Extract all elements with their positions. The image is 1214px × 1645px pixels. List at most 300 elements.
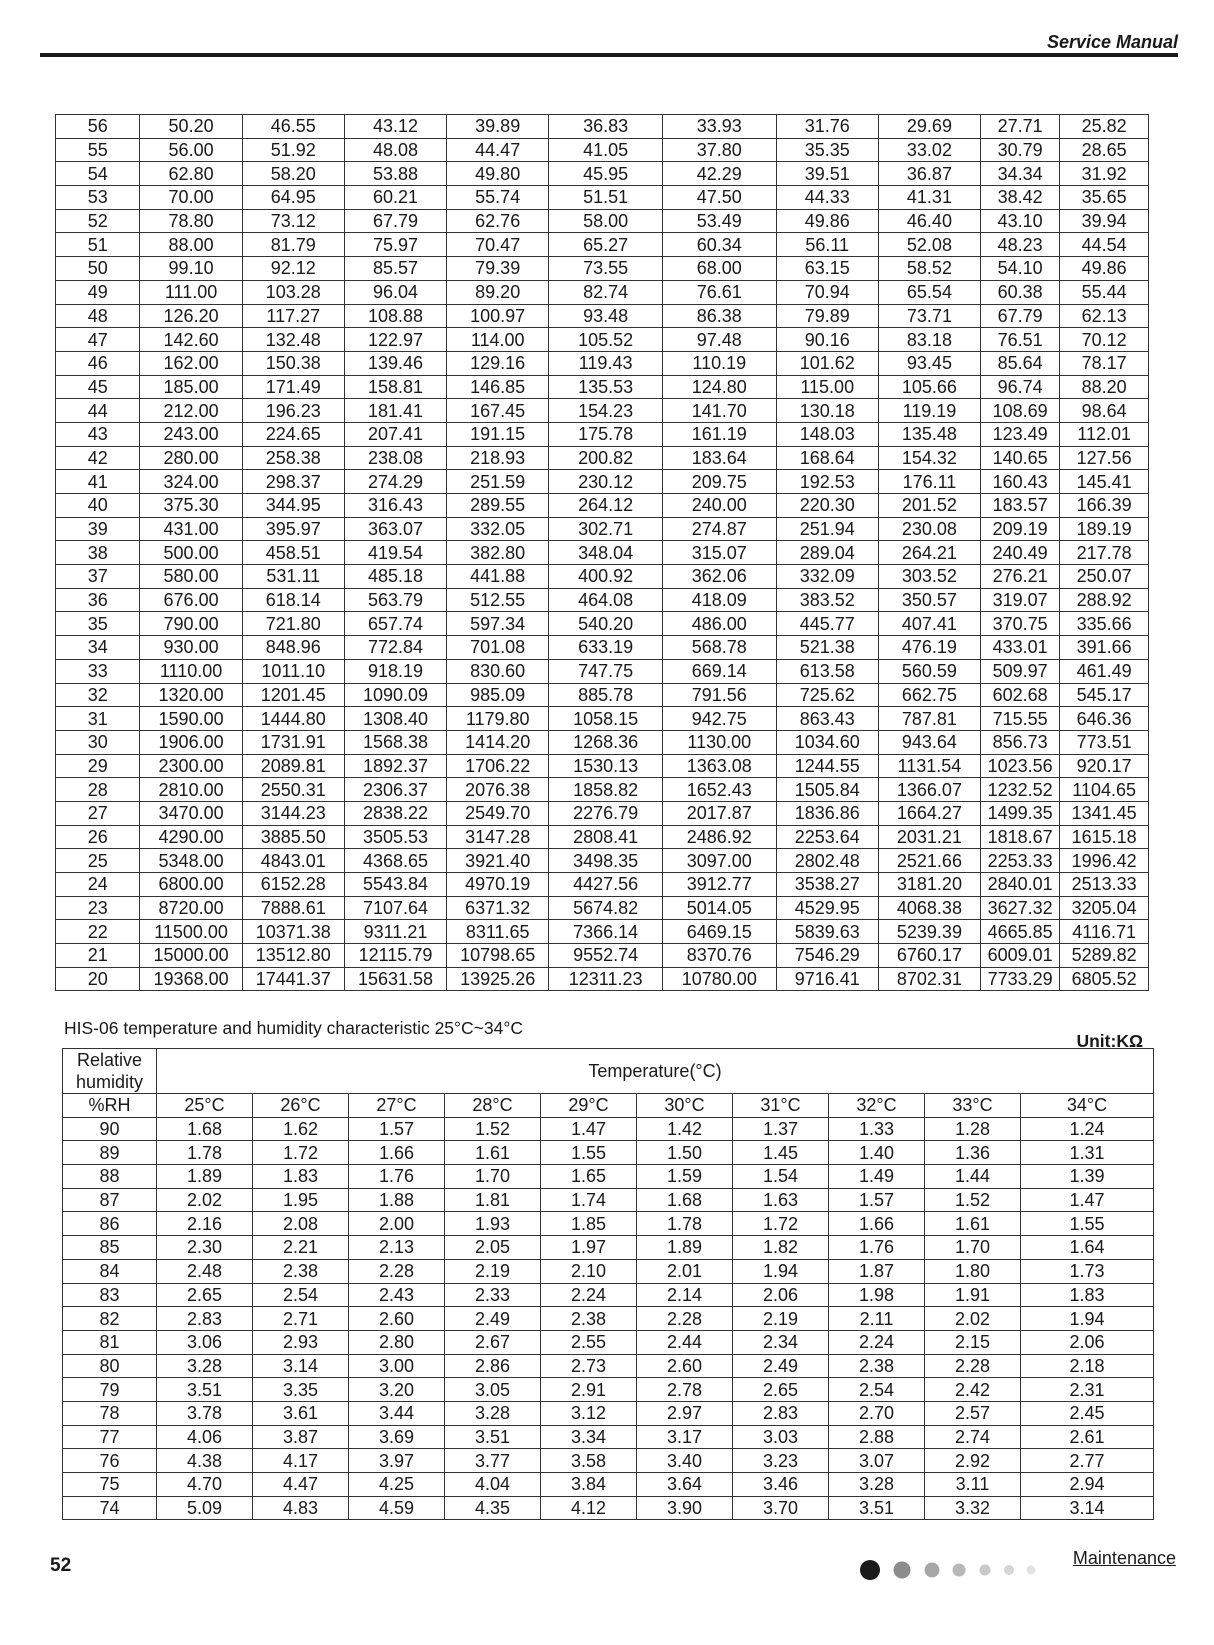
table-cell: 4.17: [253, 1449, 349, 1473]
row-label-cell: 76: [63, 1449, 157, 1473]
table-cell: 1615.18: [1060, 825, 1149, 849]
table-cell: 2513.33: [1060, 873, 1149, 897]
table-cell: 1.31: [1021, 1141, 1154, 1165]
table-cell: 230.12: [549, 470, 663, 494]
table-cell: 42.29: [662, 162, 776, 186]
table-cell: 1530.13: [549, 754, 663, 778]
row-label-cell: 23: [56, 896, 140, 920]
table-cell: 101.62: [776, 351, 878, 375]
table-cell: 1.89: [637, 1236, 733, 1260]
table-cell: 721.80: [242, 612, 344, 636]
row-label-cell: 47: [56, 328, 140, 352]
row-label-cell: 53: [56, 186, 140, 210]
table-cell: 580.00: [140, 565, 242, 589]
table-cell: 39.94: [1060, 209, 1149, 233]
table-cell: 47.50: [662, 186, 776, 210]
table-cell: 10780.00: [662, 967, 776, 991]
row-label-cell: 29: [56, 754, 140, 778]
table-cell: 9552.74: [549, 944, 663, 968]
table-cell: 129.16: [447, 351, 549, 375]
table-cell: 167.45: [447, 399, 549, 423]
table-cell: 2.55: [541, 1330, 637, 1354]
table-cell: 1.80: [925, 1259, 1021, 1283]
table-cell: 1.66: [349, 1141, 445, 1165]
table-cell: 1308.40: [344, 707, 446, 731]
table-cell: 4970.19: [447, 873, 549, 897]
table-row: [56, 896, 1149, 920]
rh-label-line1: Relative: [76, 1050, 143, 1070]
table-cell: 773.51: [1060, 730, 1149, 754]
table-cell: 46.40: [878, 209, 980, 233]
table-cell: 7366.14: [549, 920, 663, 944]
row-label-cell: 77: [63, 1425, 157, 1449]
table-row: [63, 1188, 1154, 1212]
table-cell: 39.51: [776, 162, 878, 186]
table-cell: 4.70: [157, 1473, 253, 1497]
table-cell: 1.50: [637, 1141, 733, 1165]
table-cell: 563.79: [344, 588, 446, 612]
table-cell: 29.69: [878, 115, 980, 139]
table-cell: 218.93: [447, 446, 549, 470]
table-cell: 3.17: [637, 1425, 733, 1449]
table-cell: 1.72: [733, 1212, 829, 1236]
column-header-row: [63, 1094, 1154, 1118]
table-row: [56, 494, 1149, 518]
table-cell: 27.71: [981, 115, 1060, 139]
table-cell: 2.28: [925, 1354, 1021, 1378]
table-cell: 4.06: [157, 1425, 253, 1449]
table-cell: 55.74: [447, 186, 549, 210]
table-cell: 1.57: [349, 1117, 445, 1141]
row-label-cell: 43: [56, 422, 140, 446]
row-label-cell: 48: [56, 304, 140, 328]
table-cell: 220.30: [776, 494, 878, 518]
table-cell: 8311.65: [447, 920, 549, 944]
column-header: 34°C: [1021, 1094, 1154, 1118]
table-cell: 73.55: [549, 257, 663, 281]
table-cell: 856.73: [981, 730, 1060, 754]
table-cell: 2.43: [349, 1283, 445, 1307]
table-cell: 2840.01: [981, 873, 1060, 897]
table-cell: 4.12: [541, 1496, 637, 1520]
table-cell: 2.77: [1021, 1449, 1154, 1473]
table-cell: 350.57: [878, 588, 980, 612]
table-cell: 500.00: [140, 541, 242, 565]
table-row: [56, 422, 1149, 446]
table-cell: 1.91: [925, 1283, 1021, 1307]
table-cell: 274.87: [662, 517, 776, 541]
table-cell: 162.00: [140, 351, 242, 375]
table-cell: 200.82: [549, 446, 663, 470]
progress-dots: [858, 1558, 1068, 1582]
row-label-cell: 52: [56, 209, 140, 233]
table-cell: 2.08: [253, 1212, 349, 1236]
table-cell: 1892.37: [344, 754, 446, 778]
table-cell: 148.03: [776, 422, 878, 446]
table-cell: 1363.08: [662, 754, 776, 778]
table-cell: 3.61: [253, 1401, 349, 1425]
table-cell: 119.19: [878, 399, 980, 423]
table-cell: 1179.80: [447, 707, 549, 731]
table-cell: 521.38: [776, 636, 878, 660]
table-cell: 1664.27: [878, 801, 980, 825]
row-label-cell: 44: [56, 399, 140, 423]
table-cell: 79.39: [447, 257, 549, 281]
table-cell: 1.39: [1021, 1165, 1154, 1189]
table-cell: 33.02: [878, 138, 980, 162]
table-row: [56, 707, 1149, 731]
table-cell: 4665.85: [981, 920, 1060, 944]
table-row: [56, 659, 1149, 683]
table-row: [63, 1259, 1154, 1283]
table-cell: 88.20: [1060, 375, 1149, 399]
table-cell: 3147.28: [447, 825, 549, 849]
table-cell: 3.70: [733, 1496, 829, 1520]
resistance-table-continued: [55, 114, 1149, 991]
table-cell: 2.30: [157, 1236, 253, 1260]
table-cell: 676.00: [140, 588, 242, 612]
table-cell: 2.97: [637, 1401, 733, 1425]
row-label-cell: 75: [63, 1473, 157, 1497]
table-row: [63, 1330, 1154, 1354]
table-cell: 7733.29: [981, 967, 1060, 991]
table-cell: 3.12: [541, 1401, 637, 1425]
column-header: 27°C: [349, 1094, 445, 1118]
table-cell: 92.12: [242, 257, 344, 281]
table-cell: 3.28: [157, 1354, 253, 1378]
column-header: 30°C: [637, 1094, 733, 1118]
row-label-cell: 88: [63, 1165, 157, 1189]
header-row: [63, 1049, 1154, 1094]
table-cell: 93.45: [878, 351, 980, 375]
table-cell: 51.92: [242, 138, 344, 162]
table-cell: 2486.92: [662, 825, 776, 849]
table-cell: 1.94: [1021, 1307, 1154, 1331]
humidity-characteristic-table: [62, 1048, 1154, 1520]
row-label-cell: 54: [56, 162, 140, 186]
table-cell: 274.29: [344, 470, 446, 494]
table-cell: 3.84: [541, 1473, 637, 1497]
table-cell: 2.60: [349, 1307, 445, 1331]
table-cell: 3.28: [829, 1473, 925, 1497]
table-cell: 3.58: [541, 1449, 637, 1473]
table-row: [56, 801, 1149, 825]
table-cell: 4.38: [157, 1449, 253, 1473]
table-caption: HIS-06 temperature and humidity characteristic 25°C~34°C: [64, 1018, 523, 1038]
table-cell: 10798.65: [447, 944, 549, 968]
table-cell: 44.47: [447, 138, 549, 162]
table-cell: 3.69: [349, 1425, 445, 1449]
table-cell: 1.73: [1021, 1259, 1154, 1283]
table-cell: 126.20: [140, 304, 242, 328]
table-cell: 166.39: [1060, 494, 1149, 518]
column-header: 29°C: [541, 1094, 637, 1118]
row-label-cell: 82: [63, 1307, 157, 1331]
table-cell: 70.47: [447, 233, 549, 257]
table-cell: 1.64: [1021, 1236, 1154, 1260]
table-cell: 3.77: [445, 1449, 541, 1473]
table-cell: 848.96: [242, 636, 344, 660]
table-cell: 31.92: [1060, 162, 1149, 186]
row-label-cell: 35: [56, 612, 140, 636]
table-cell: 1104.65: [1060, 778, 1149, 802]
table-cell: 88.00: [140, 233, 242, 257]
table-cell: 89.20: [447, 280, 549, 304]
progress-dot: [1027, 1566, 1036, 1575]
table-cell: 3.00: [349, 1354, 445, 1378]
table-cell: 1818.67: [981, 825, 1060, 849]
table-cell: 79.89: [776, 304, 878, 328]
table-cell: 2.18: [1021, 1354, 1154, 1378]
table-cell: 224.65: [242, 422, 344, 446]
table-cell: 3627.32: [981, 896, 1060, 920]
table-cell: 3.51: [829, 1496, 925, 1520]
table-cell: 633.19: [549, 636, 663, 660]
table-cell: 3.51: [445, 1425, 541, 1449]
table-cell: 63.15: [776, 257, 878, 281]
table-cell: 2276.79: [549, 801, 663, 825]
table-cell: 4290.00: [140, 825, 242, 849]
table-row: [63, 1378, 1154, 1402]
table-cell: 2.73: [541, 1354, 637, 1378]
table-cell: 93.48: [549, 304, 663, 328]
table-cell: 103.28: [242, 280, 344, 304]
table-cell: 2.19: [445, 1259, 541, 1283]
table-cell: 464.08: [549, 588, 663, 612]
table-row: [56, 470, 1149, 494]
table-cell: 43.12: [344, 115, 446, 139]
table-cell: 142.60: [140, 328, 242, 352]
table-cell: 1.44: [925, 1165, 1021, 1189]
table-cell: 335.66: [1060, 612, 1149, 636]
table-cell: 1.52: [445, 1117, 541, 1141]
table-cell: 38.42: [981, 186, 1060, 210]
column-header: 32°C: [829, 1094, 925, 1118]
table-cell: 6152.28: [242, 873, 344, 897]
table-cell: 942.75: [662, 707, 776, 731]
table-cell: 154.32: [878, 446, 980, 470]
row-label-cell: 36: [56, 588, 140, 612]
table-cell: 11500.00: [140, 920, 242, 944]
row-label-cell: 41: [56, 470, 140, 494]
table-cell: 3.46: [733, 1473, 829, 1497]
header-rule: [40, 53, 1178, 57]
table-cell: 230.08: [878, 517, 980, 541]
table-cell: 1.54: [733, 1165, 829, 1189]
row-label-cell: 80: [63, 1354, 157, 1378]
table-cell: 123.49: [981, 422, 1060, 446]
table-cell: 1414.20: [447, 730, 549, 754]
table-row: [56, 517, 1149, 541]
row-label-cell: 74: [63, 1496, 157, 1520]
table-cell: 458.51: [242, 541, 344, 565]
table-cell: 49.86: [776, 209, 878, 233]
table-cell: 6009.01: [981, 944, 1060, 968]
table-cell: 1.55: [1021, 1212, 1154, 1236]
table-cell: 3.14: [1021, 1496, 1154, 1520]
table-cell: 509.97: [981, 659, 1060, 683]
table-row: [56, 257, 1149, 281]
progress-dot: [953, 1564, 966, 1577]
table-cell: 1.83: [1021, 1283, 1154, 1307]
table-cell: 276.21: [981, 565, 1060, 589]
table-row: [56, 636, 1149, 660]
unit-label: Unit:KΩ: [1076, 1031, 1143, 1051]
table-cell: 250.07: [1060, 565, 1149, 589]
table-cell: 83.18: [878, 328, 980, 352]
row-label-cell: 84: [63, 1259, 157, 1283]
table-cell: 2.10: [541, 1259, 637, 1283]
table-cell: 1.42: [637, 1117, 733, 1141]
table-cell: 383.52: [776, 588, 878, 612]
table-cell: 302.71: [549, 517, 663, 541]
table-cell: 44.54: [1060, 233, 1149, 257]
table-cell: 1.78: [157, 1141, 253, 1165]
progress-dot: [1004, 1565, 1014, 1575]
table-cell: 2.60: [637, 1354, 733, 1378]
table-cell: 1.88: [349, 1188, 445, 1212]
table-cell: 298.37: [242, 470, 344, 494]
table-cell: 3181.20: [878, 873, 980, 897]
table-cell: 58.00: [549, 209, 663, 233]
table-cell: 207.41: [344, 422, 446, 446]
table-cell: 790.00: [140, 612, 242, 636]
table-cell: 212.00: [140, 399, 242, 423]
table-cell: 96.04: [344, 280, 446, 304]
table-cell: 1444.80: [242, 707, 344, 731]
table-cell: 1.97: [541, 1236, 637, 1260]
table-cell: 2.00: [349, 1212, 445, 1236]
table-cell: 132.48: [242, 328, 344, 352]
table-cell: 96.74: [981, 375, 1060, 399]
table-cell: 196.23: [242, 399, 344, 423]
table-cell: 701.08: [447, 636, 549, 660]
table-cell: 5239.39: [878, 920, 980, 944]
table-cell: 56.11: [776, 233, 878, 257]
footer-section-link[interactable]: Maintenance: [1072, 1548, 1176, 1568]
table-cell: 191.15: [447, 422, 549, 446]
table-cell: 209.19: [981, 517, 1060, 541]
table-cell: 419.54: [344, 541, 446, 565]
table-cell: 1.76: [829, 1236, 925, 1260]
table-cell: 2.02: [925, 1307, 1021, 1331]
table-row: [56, 944, 1149, 968]
table-cell: 48.08: [344, 138, 446, 162]
table-cell: 105.52: [549, 328, 663, 352]
table-cell: 1.61: [445, 1141, 541, 1165]
table-cell: 1.65: [541, 1165, 637, 1189]
table-cell: 264.12: [549, 494, 663, 518]
table-cell: 185.00: [140, 375, 242, 399]
table-cell: 382.80: [447, 541, 549, 565]
table-cell: 1110.00: [140, 659, 242, 683]
table-cell: 324.00: [140, 470, 242, 494]
table-cell: 943.64: [878, 730, 980, 754]
table-cell: 3144.23: [242, 801, 344, 825]
table-cell: 319.07: [981, 588, 1060, 612]
table-cell: 1.94: [733, 1259, 829, 1283]
table-cell: 461.49: [1060, 659, 1149, 683]
table-row: [56, 446, 1149, 470]
table-cell: 669.14: [662, 659, 776, 683]
table-cell: 114.00: [447, 328, 549, 352]
table-cell: 192.53: [776, 470, 878, 494]
row-label-cell: 38: [56, 541, 140, 565]
table-cell: 344.95: [242, 494, 344, 518]
table-cell: 49.86: [1060, 257, 1149, 281]
table-cell: 53.88: [344, 162, 446, 186]
table-cell: 2.83: [733, 1401, 829, 1425]
column-header: 26°C: [253, 1094, 349, 1118]
table-cell: 55.44: [1060, 280, 1149, 304]
table-cell: 3.90: [637, 1496, 733, 1520]
table-cell: 1.28: [925, 1117, 1021, 1141]
table-cell: 105.66: [878, 375, 980, 399]
rh-unit-header: %RH: [63, 1094, 157, 1118]
table-cell: 1131.54: [878, 754, 980, 778]
table-cell: 772.84: [344, 636, 446, 660]
table-cell: 62.76: [447, 209, 549, 233]
table-row: [63, 1425, 1154, 1449]
table-cell: 2.78: [637, 1378, 733, 1402]
table-cell: 2.44: [637, 1330, 733, 1354]
table-cell: 332.09: [776, 565, 878, 589]
table-cell: 108.88: [344, 304, 446, 328]
table-cell: 3.14: [253, 1354, 349, 1378]
table-cell: 2521.66: [878, 849, 980, 873]
table-cell: 183.64: [662, 446, 776, 470]
table-cell: 3205.04: [1060, 896, 1149, 920]
table-cell: 12311.23: [549, 967, 663, 991]
table-cell: 13512.80: [242, 944, 344, 968]
table-cell: 1341.45: [1060, 801, 1149, 825]
table-cell: 85.57: [344, 257, 446, 281]
table-cell: 3912.77: [662, 873, 776, 897]
table-cell: 78.80: [140, 209, 242, 233]
table-cell: 280.00: [140, 446, 242, 470]
table-cell: 400.92: [549, 565, 663, 589]
table-cell: 168.64: [776, 446, 878, 470]
table-cell: 64.95: [242, 186, 344, 210]
table-cell: 1590.00: [140, 707, 242, 731]
table-cell: 124.80: [662, 375, 776, 399]
table-row: [63, 1141, 1154, 1165]
progress-dot: [925, 1563, 940, 1578]
table-cell: 99.10: [140, 257, 242, 281]
table-cell: 289.55: [447, 494, 549, 518]
table-cell: 830.60: [447, 659, 549, 683]
row-label-cell: 28: [56, 778, 140, 802]
table-cell: 97.48: [662, 328, 776, 352]
table-cell: 2.83: [157, 1307, 253, 1331]
table-cell: 1706.22: [447, 754, 549, 778]
table-cell: 251.94: [776, 517, 878, 541]
table-cell: 98.64: [1060, 399, 1149, 423]
table-cell: 545.17: [1060, 683, 1149, 707]
table-cell: 787.81: [878, 707, 980, 731]
row-label-cell: 78: [63, 1401, 157, 1425]
table-cell: 332.05: [447, 517, 549, 541]
row-label-cell: 31: [56, 707, 140, 731]
table-cell: 1023.56: [981, 754, 1060, 778]
table-cell: 476.19: [878, 636, 980, 660]
table-cell: 2.06: [1021, 1330, 1154, 1354]
table-cell: 111.00: [140, 280, 242, 304]
table-cell: 918.19: [344, 659, 446, 683]
table-row: [56, 541, 1149, 565]
table-cell: 512.55: [447, 588, 549, 612]
table-cell: 139.46: [344, 351, 446, 375]
